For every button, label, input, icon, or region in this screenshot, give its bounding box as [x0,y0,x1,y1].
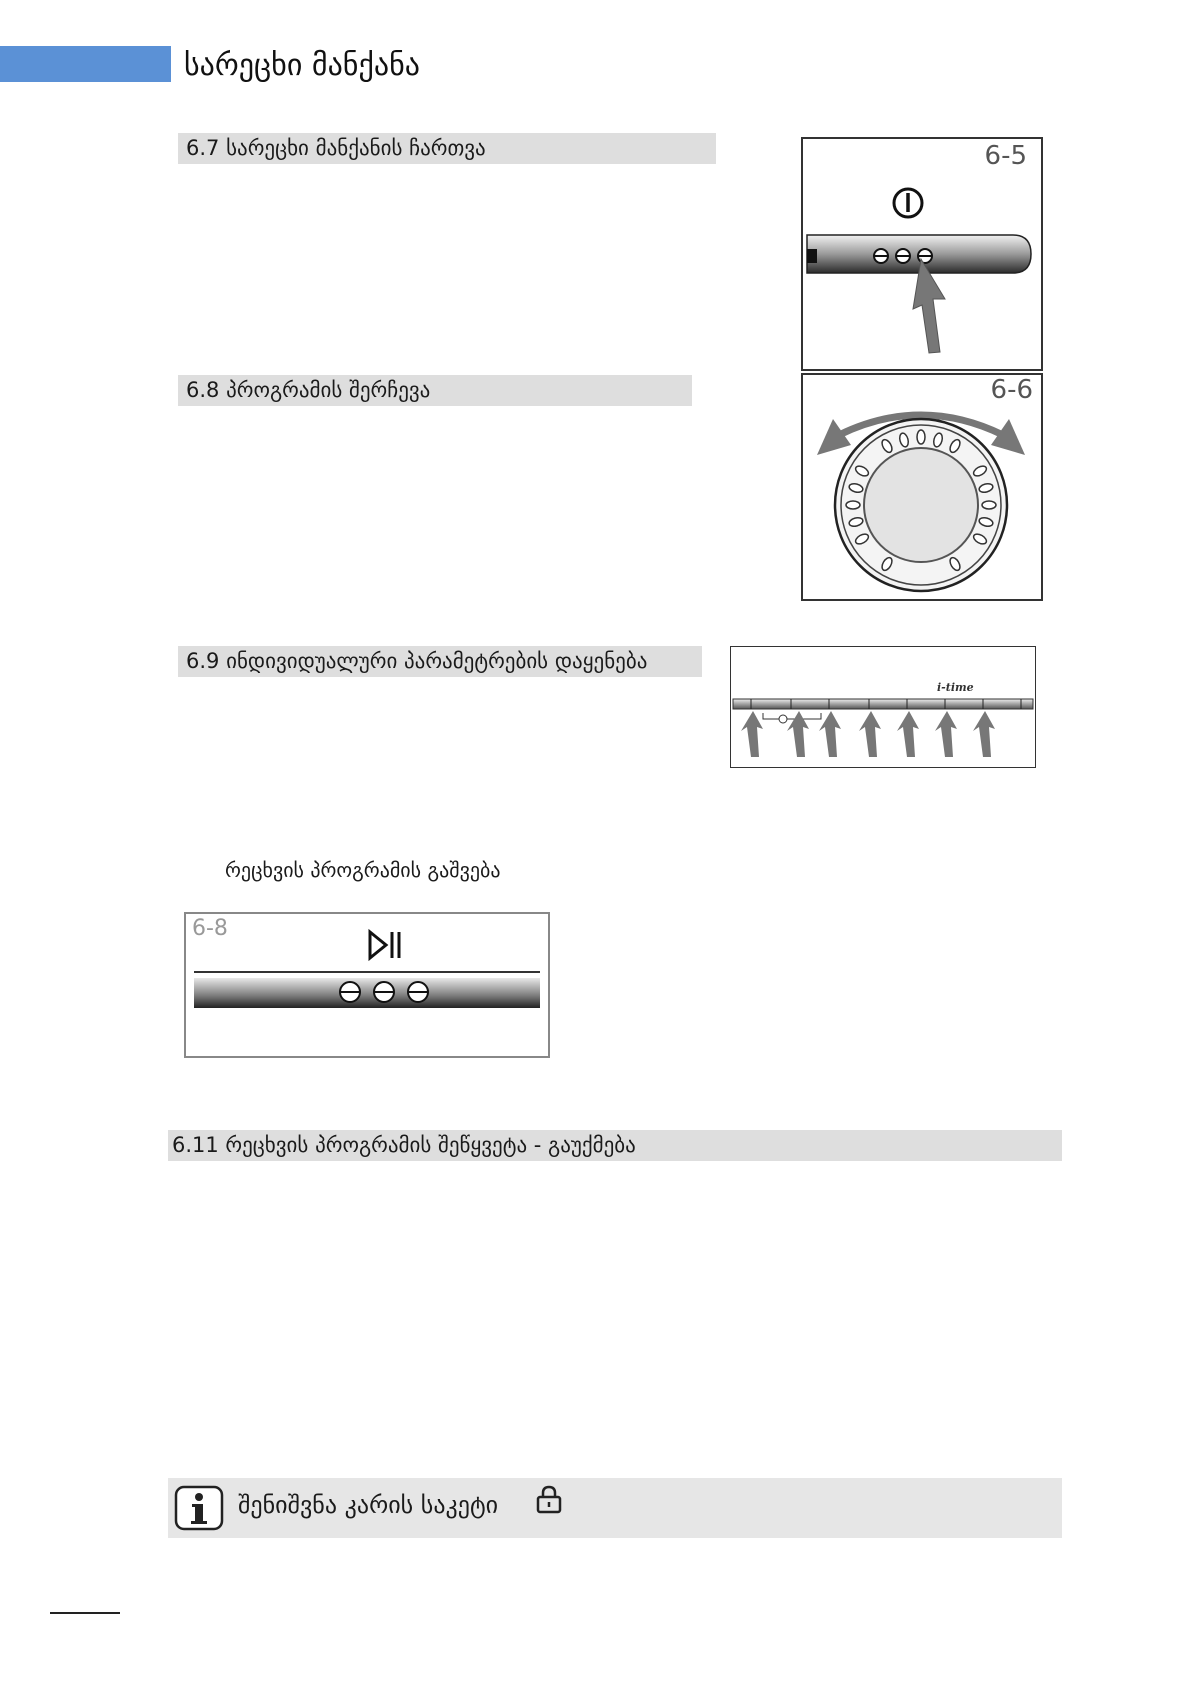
figure-control-panel [730,646,1036,768]
info-icon [174,1485,224,1531]
page-title: სარეცხი მანქანა [184,48,421,83]
note-box [168,1478,1062,1538]
section-header-6-7 [178,133,716,164]
section-title: 6.11 რეცხვის პროგრამის შეწყვეტა - გაუქმება [172,1133,636,1157]
header-accent-tab [0,46,171,82]
play-pause-icon [186,914,548,1056]
section-title: 6.7 სარეცხი მანქანის ჩართვა [186,136,486,160]
section-title-start-program: რეცხვის პროგრამის გაშვება [225,858,501,882]
power-icon [803,139,1041,369]
control-panel-arrows-icon [731,647,1035,767]
section-header-6-11 [168,1130,1062,1161]
figure-label: 6-6 [990,375,1033,405]
figure-label: 6-5 [984,141,1027,171]
section-title: 6.9 ინდივიდუალური პარამეტრების დაყენება [186,649,648,673]
i-time-label: i-time [937,681,974,694]
rotary-dial-icon [803,375,1041,599]
footer-rule [50,1612,120,1614]
section-header-6-9 [178,646,702,677]
figure-label: 6-8 [192,916,228,941]
figure-6-8 [184,912,550,1058]
figure-6-6 [801,373,1043,601]
note-text: შენიშვნა კარის საკეტი [238,1491,499,1519]
section-title: 6.8 პროგრამის შერჩევა [186,378,431,402]
section-header-6-8 [178,375,692,406]
lock-icon [534,1484,564,1514]
figure-6-5 [801,137,1043,371]
